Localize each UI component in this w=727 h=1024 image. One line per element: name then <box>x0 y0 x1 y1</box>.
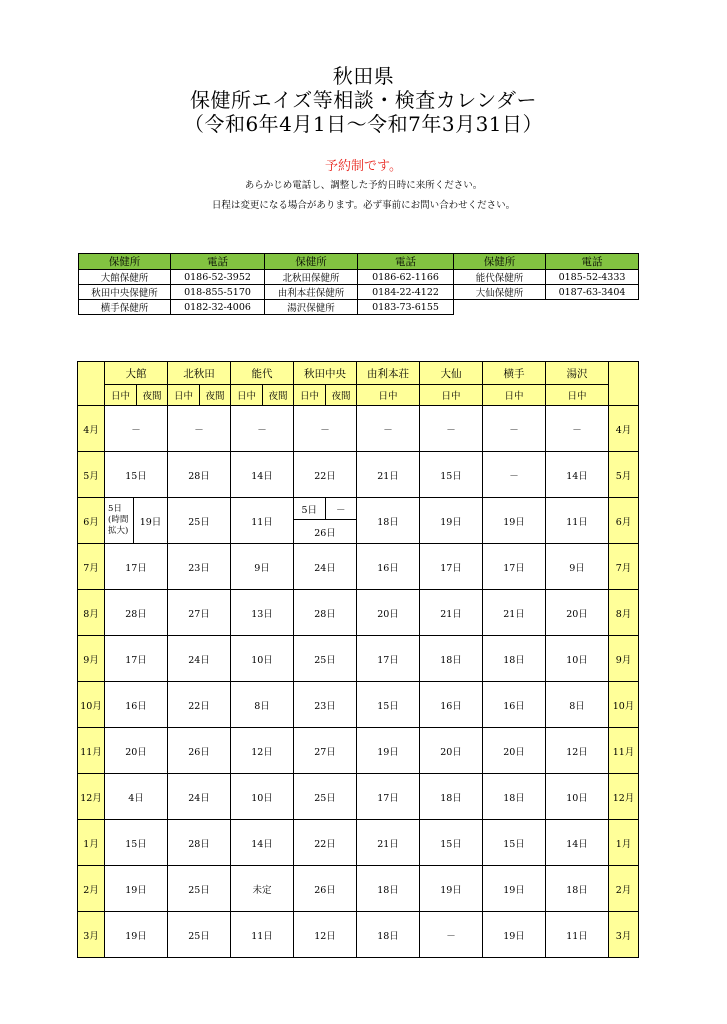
schedule-cell: － <box>420 406 483 452</box>
schedule-cell: 18日 <box>546 866 609 912</box>
session-day-header: 日中 <box>168 385 200 406</box>
schedule-cell: － <box>483 452 546 498</box>
schedule-cell: 20日 <box>420 728 483 774</box>
schedule-cell: 10日 <box>231 774 294 820</box>
session-header-row <box>78 385 639 406</box>
schedule-cell: 18日 <box>483 636 546 682</box>
month-label: 10月 <box>609 682 639 728</box>
session-day-header: 日中 <box>546 385 609 406</box>
schedule-cell: － <box>546 406 609 452</box>
schedule-cell: 21日 <box>420 590 483 636</box>
month-row <box>78 774 639 820</box>
contact-office: 大仙保健所 <box>454 285 546 300</box>
schedule-cell: 28日 <box>294 590 357 636</box>
schedule-cell: 18日 <box>420 774 483 820</box>
contact-header-office: 保健所 <box>79 254 171 270</box>
contact-header-phone: 電話 <box>358 254 454 270</box>
akita-shared-date: 26日 <box>314 527 336 539</box>
session-night-header: 夜間 <box>326 385 357 406</box>
schedule-cell: 11日 <box>231 498 294 544</box>
page-title-prefecture: 秋田県 <box>332 64 395 88</box>
schedule-cell: 16日 <box>420 682 483 728</box>
contact-office: 北秋田保健所 <box>265 270 358 285</box>
month-row <box>78 452 639 498</box>
contact-table <box>78 253 639 315</box>
corner-cell <box>78 362 105 406</box>
schedule-cell: 17日 <box>105 636 168 682</box>
schedule-cell: 15日 <box>105 452 168 498</box>
contact-office: 大館保健所 <box>79 270 171 285</box>
month-row <box>78 636 639 682</box>
session-day-header: 日中 <box>420 385 483 406</box>
month-row <box>78 544 639 590</box>
schedule-cell: 16日 <box>105 682 168 728</box>
schedule-cell: 18日 <box>357 866 420 912</box>
month-label: 9月 <box>609 636 639 682</box>
akita-day-date: 5日 <box>301 504 318 516</box>
contact-row <box>79 285 639 300</box>
month-label: 2月 <box>609 866 639 912</box>
contact-phone: 0186-52-3952 <box>171 270 265 285</box>
month-label: 3月 <box>609 912 639 958</box>
schedule-calendar-table <box>77 361 639 958</box>
schedule-cell: 未定 <box>231 866 294 912</box>
month-label: 12月 <box>78 774 105 820</box>
schedule-cell: 8日 <box>231 682 294 728</box>
month-row <box>78 866 639 912</box>
schedule-cell: 28日 <box>105 590 168 636</box>
month-label: 9月 <box>78 636 105 682</box>
schedule-cell: 15日 <box>483 820 546 866</box>
office-header: 秋田中央 <box>294 362 357 385</box>
schedule-cell: 14日 <box>231 820 294 866</box>
contact-office: 由利本荘保健所 <box>265 285 358 300</box>
schedule-cell: 22日 <box>294 820 357 866</box>
schedule-cell: 27日 <box>168 590 231 636</box>
schedule-cell: 21日 <box>483 590 546 636</box>
schedule-cell: 12日 <box>294 912 357 958</box>
contact-empty-cell <box>546 300 639 315</box>
schedule-cell-akita-central <box>294 498 357 544</box>
schedule-cell: 25日 <box>294 774 357 820</box>
schedule-cell: 20日 <box>357 590 420 636</box>
schedule-cell: 14日 <box>231 452 294 498</box>
schedule-cell: 18日 <box>483 774 546 820</box>
contact-office: 秋田中央保健所 <box>79 285 171 300</box>
schedule-cell: 19日 <box>105 866 168 912</box>
akita-night-date: － <box>325 498 357 519</box>
schedule-cell: 11日 <box>546 498 609 544</box>
contact-phone: 0185-52-4333 <box>546 270 639 285</box>
office-header: 由利本荘 <box>357 362 420 385</box>
schedule-cell: 24日 <box>294 544 357 590</box>
schedule-cell: 8日 <box>546 682 609 728</box>
month-row <box>78 682 639 728</box>
schedule-cell: 4日 <box>105 774 168 820</box>
title-block <box>0 64 727 136</box>
session-day-header: 日中 <box>483 385 546 406</box>
month-label: 4月 <box>609 406 639 452</box>
schedule-cell: 19日 <box>420 866 483 912</box>
schedule-cell: 11日 <box>231 912 294 958</box>
month-label: 2月 <box>78 866 105 912</box>
schedule-cell: 10日 <box>546 636 609 682</box>
schedule-cell: 12日 <box>231 728 294 774</box>
schedule-cell: 12日 <box>546 728 609 774</box>
month-row <box>78 406 639 452</box>
contact-header-phone: 電話 <box>546 254 639 270</box>
schedule-cell: 21日 <box>357 452 420 498</box>
schedule-cell: 19日 <box>420 498 483 544</box>
month-label: 4月 <box>78 406 105 452</box>
month-label: 3月 <box>78 912 105 958</box>
contact-phone: 0186-62-1166 <box>358 270 454 285</box>
schedule-cell: 23日 <box>168 544 231 590</box>
page-title: 保健所エイズ等相談・検査カレンダー <box>190 88 537 112</box>
schedule-cell: － <box>168 406 231 452</box>
session-day-header: 日中 <box>105 385 137 406</box>
office-header: 横手 <box>483 362 546 385</box>
contact-office: 横手保健所 <box>79 300 171 315</box>
schedule-cell: 9日 <box>546 544 609 590</box>
schedule-cell: 14日 <box>546 820 609 866</box>
schedule-cell: 20日 <box>546 590 609 636</box>
month-label: 5月 <box>78 452 105 498</box>
schedule-cell: 18日 <box>420 636 483 682</box>
schedule-cell: 10日 <box>546 774 609 820</box>
contact-empty-cell <box>454 300 546 315</box>
schedule-cell: 9日 <box>231 544 294 590</box>
schedule-cell: 26日 <box>168 728 231 774</box>
month-label: 12月 <box>609 774 639 820</box>
office-header: 能代 <box>231 362 294 385</box>
contact-row <box>79 300 639 315</box>
schedule-cell: 28日 <box>168 452 231 498</box>
month-row <box>78 590 639 636</box>
schedule-cell: － <box>420 912 483 958</box>
corner-cell <box>609 362 639 406</box>
schedule-cell: 24日 <box>168 774 231 820</box>
schedule-cell: 20日 <box>483 728 546 774</box>
schedule-cell: 17日 <box>357 636 420 682</box>
session-day-header: 日中 <box>357 385 420 406</box>
month-row <box>78 498 639 544</box>
schedule-cell: 18日 <box>357 498 420 544</box>
month-label: 11月 <box>609 728 639 774</box>
office-header: 大仙 <box>420 362 483 385</box>
notice-line-2: 日程は変更になる場合があります。必ず事前にお問い合わせください。 <box>211 200 516 211</box>
schedule-cell: － <box>294 406 357 452</box>
month-label: 1月 <box>609 820 639 866</box>
session-night-header: 夜間 <box>137 385 168 406</box>
schedule-cell: 14日 <box>546 452 609 498</box>
session-night-header: 夜間 <box>263 385 294 406</box>
session-day-header: 日中 <box>294 385 326 406</box>
contact-office: 能代保健所 <box>454 270 546 285</box>
schedule-cell: 25日 <box>168 912 231 958</box>
contact-header-office: 保健所 <box>265 254 358 270</box>
contact-row <box>79 270 639 285</box>
schedule-cell: － <box>231 406 294 452</box>
schedule-cell: 17日 <box>420 544 483 590</box>
office-header: 湯沢 <box>546 362 609 385</box>
schedule-cell: 16日 <box>357 544 420 590</box>
schedule-cell: 26日 <box>294 866 357 912</box>
month-row <box>78 728 639 774</box>
schedule-cell: 15日 <box>420 452 483 498</box>
month-row <box>78 820 639 866</box>
schedule-cell-odate <box>105 498 168 544</box>
page-title-period: （令和6年4月1日～令和7年3月31日） <box>183 112 544 136</box>
schedule-cell: 27日 <box>294 728 357 774</box>
schedule-cell: 22日 <box>294 452 357 498</box>
contact-phone: 018-855-5170 <box>171 285 265 300</box>
contact-phone: 0183-73-6155 <box>358 300 454 315</box>
contact-header-phone: 電話 <box>171 254 265 270</box>
month-label: 8月 <box>78 590 105 636</box>
month-label: 7月 <box>78 544 105 590</box>
reservation-notice: 予約制です。 <box>325 159 402 174</box>
schedule-cell: 19日 <box>483 866 546 912</box>
schedule-cell: 24日 <box>168 636 231 682</box>
schedule-cell: 19日 <box>483 912 546 958</box>
schedule-cell: 28日 <box>168 820 231 866</box>
month-label: 8月 <box>609 590 639 636</box>
schedule-cell: 25日 <box>168 498 231 544</box>
contact-header-row <box>79 254 639 270</box>
schedule-cell: 15日 <box>105 820 168 866</box>
schedule-cell: 17日 <box>483 544 546 590</box>
schedule-cell: 13日 <box>231 590 294 636</box>
month-label: 6月 <box>78 498 105 544</box>
contact-phone: 0184-22-4122 <box>358 285 454 300</box>
schedule-cell: 15日 <box>420 820 483 866</box>
month-label: 11月 <box>78 728 105 774</box>
notice-line-1: あらかじめ電話し、調整した予約日時に来所ください。 <box>244 180 483 191</box>
schedule-cell: 16日 <box>483 682 546 728</box>
month-label: 1月 <box>78 820 105 866</box>
office-header: 大館 <box>105 362 168 385</box>
schedule-cell: 18日 <box>357 912 420 958</box>
schedule-cell: 19日 <box>357 728 420 774</box>
schedule-cell: － <box>357 406 420 452</box>
schedule-cell: 22日 <box>168 682 231 728</box>
office-header: 北秋田 <box>168 362 231 385</box>
schedule-cell: 19日 <box>483 498 546 544</box>
schedule-cell: 25日 <box>294 636 357 682</box>
schedule-cell: 11日 <box>546 912 609 958</box>
schedule-cell: 10日 <box>231 636 294 682</box>
schedule-cell: 21日 <box>357 820 420 866</box>
contact-phone: 0187-63-3404 <box>546 285 639 300</box>
schedule-cell: 15日 <box>357 682 420 728</box>
schedule-cell: 20日 <box>105 728 168 774</box>
month-label: 5月 <box>609 452 639 498</box>
schedule-cell: 19日 <box>105 912 168 958</box>
schedule-cell: 17日 <box>357 774 420 820</box>
contact-phone: 0182-32-4006 <box>171 300 265 315</box>
contact-header-office: 保健所 <box>454 254 546 270</box>
session-day-header: 日中 <box>231 385 263 406</box>
schedule-cell: － <box>105 406 168 452</box>
month-label: 6月 <box>609 498 639 544</box>
odate-day-extended: 5日 (時間 拡大) <box>105 498 134 543</box>
month-label: 7月 <box>609 544 639 590</box>
schedule-cell: 23日 <box>294 682 357 728</box>
schedule-cell: 25日 <box>168 866 231 912</box>
month-label: 10月 <box>78 682 105 728</box>
schedule-cell: 17日 <box>105 544 168 590</box>
contact-office: 湯沢保健所 <box>265 300 358 315</box>
month-row <box>78 912 639 958</box>
session-night-header: 夜間 <box>200 385 231 406</box>
office-header-row <box>78 362 639 385</box>
schedule-cell: － <box>483 406 546 452</box>
odate-night-date: 19日 <box>139 516 162 528</box>
